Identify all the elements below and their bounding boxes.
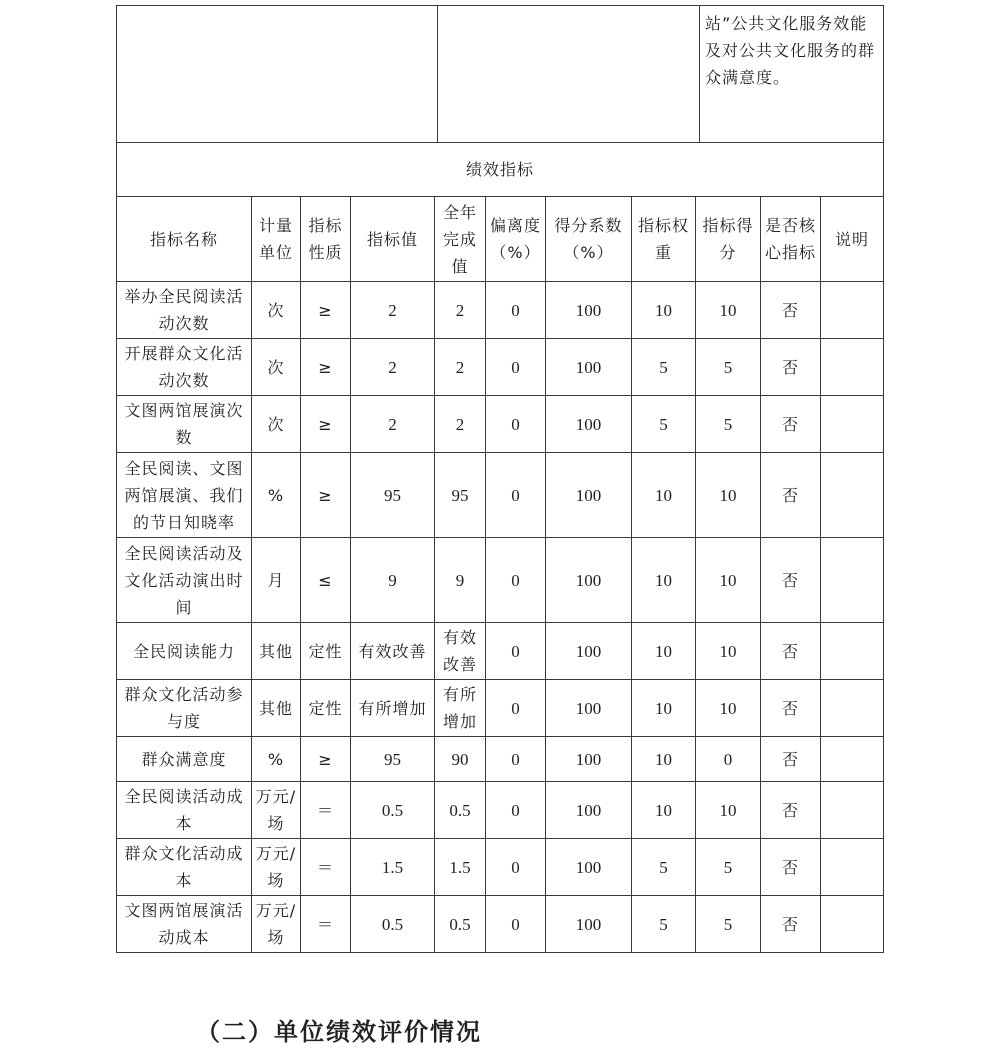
target-value-cell: 95 — [351, 453, 435, 538]
coefficient-cell: 100 — [546, 680, 632, 737]
deviation-cell: 0 — [486, 453, 546, 538]
nature-cell: ≥ — [301, 339, 351, 396]
target-value-cell: 2 — [351, 282, 435, 339]
table-row — [117, 839, 884, 896]
weight-cell: 10 — [632, 538, 696, 623]
completed-value-cell: 0.5 — [435, 782, 486, 839]
score-cell: 10 — [696, 282, 761, 339]
weight-cell: 10 — [632, 737, 696, 782]
weight-cell: 10 — [632, 623, 696, 680]
header-target-value: 指标值 — [351, 197, 435, 282]
score-cell: 5 — [696, 896, 761, 953]
nature-cell: ≥ — [301, 737, 351, 782]
table-row — [117, 396, 884, 453]
completed-value-cell: 0.5 — [435, 896, 486, 953]
table-row — [117, 339, 884, 396]
target-value-cell: 有效改善 — [351, 623, 435, 680]
score-cell: 10 — [696, 453, 761, 538]
note-cell — [821, 896, 884, 953]
unit-cell: 月 — [252, 538, 301, 623]
header-deviation: 偏离度（%） — [486, 197, 546, 282]
core-indicator-cell: 否 — [761, 623, 821, 680]
indicator-name-cell: 全民阅读活动成本 — [117, 782, 252, 839]
target-value-cell: 0.5 — [351, 782, 435, 839]
header-score: 指标得分 — [696, 197, 761, 282]
table-row — [117, 538, 884, 623]
table-row — [117, 282, 884, 339]
unit-cell: % — [252, 737, 301, 782]
completed-value-cell: 95 — [435, 453, 486, 538]
target-value-cell: 2 — [351, 339, 435, 396]
coefficient-cell: 100 — [546, 282, 632, 339]
nature-cell: ＝ — [301, 782, 351, 839]
nature-cell: ＝ — [301, 839, 351, 896]
performance-indicator-table — [116, 142, 884, 953]
deviation-cell: 0 — [486, 623, 546, 680]
coefficient-cell: 100 — [546, 896, 632, 953]
unit-cell: 其他 — [252, 623, 301, 680]
weight-cell: 5 — [632, 396, 696, 453]
header-weight: 指标权重 — [632, 197, 696, 282]
unit-cell: 其他 — [252, 680, 301, 737]
coefficient-cell: 100 — [546, 782, 632, 839]
indicator-name-cell: 群众文化活动成本 — [117, 839, 252, 896]
nature-cell: ≥ — [301, 396, 351, 453]
section-heading: （二）单位绩效评价情况 — [196, 1017, 482, 1046]
note-cell — [821, 396, 884, 453]
note-cell — [821, 782, 884, 839]
unit-cell: 万元/场 — [252, 896, 301, 953]
note-cell — [821, 737, 884, 782]
target-value-cell: 0.5 — [351, 896, 435, 953]
target-value-cell: 95 — [351, 737, 435, 782]
nature-cell: 定性 — [301, 623, 351, 680]
note-cell — [821, 680, 884, 737]
completed-value-cell: 2 — [435, 396, 486, 453]
indicator-name-cell: 群众文化活动参与度 — [117, 680, 252, 737]
header-row — [117, 197, 884, 282]
deviation-cell: 0 — [486, 282, 546, 339]
performance-banner: 绩效指标 — [117, 143, 884, 197]
unit-cell: 次 — [252, 396, 301, 453]
deviation-cell: 0 — [486, 538, 546, 623]
completed-value-cell: 2 — [435, 339, 486, 396]
deviation-cell: 0 — [486, 339, 546, 396]
weight-cell: 10 — [632, 680, 696, 737]
note-cell — [821, 623, 884, 680]
core-indicator-cell: 否 — [761, 896, 821, 953]
weight-cell: 5 — [632, 896, 696, 953]
unit-cell: 次 — [252, 282, 301, 339]
deviation-cell: 0 — [486, 737, 546, 782]
header-completed-value: 全年完成值 — [435, 197, 486, 282]
coefficient-cell: 100 — [546, 339, 632, 396]
score-cell: 10 — [696, 623, 761, 680]
unit-cell: % — [252, 453, 301, 538]
target-value-cell: 2 — [351, 396, 435, 453]
header-note: 说明 — [821, 197, 884, 282]
note-cell — [821, 453, 884, 538]
indicator-name-cell: 文图两馆展演次数 — [117, 396, 252, 453]
nature-cell: ≤ — [301, 538, 351, 623]
target-value-cell: 有所增加 — [351, 680, 435, 737]
nature-cell: ＝ — [301, 896, 351, 953]
coefficient-cell: 100 — [546, 737, 632, 782]
completed-value-cell: 90 — [435, 737, 486, 782]
completed-value-cell: 有所增加 — [435, 680, 486, 737]
nature-cell: ≥ — [301, 453, 351, 538]
coefficient-cell: 100 — [546, 453, 632, 538]
target-value-cell: 1.5 — [351, 839, 435, 896]
header-coefficient: 得分系数（%） — [546, 197, 632, 282]
target-value-cell: 9 — [351, 538, 435, 623]
weight-cell: 5 — [632, 339, 696, 396]
table-row — [117, 737, 884, 782]
table-row — [117, 623, 884, 680]
banner-row — [117, 143, 884, 197]
weight-cell: 10 — [632, 453, 696, 538]
deviation-cell: 0 — [486, 896, 546, 953]
table-row — [117, 453, 884, 538]
indicator-name-cell: 举办全民阅读活动次数 — [117, 282, 252, 339]
core-indicator-cell: 否 — [761, 282, 821, 339]
completed-value-cell: 9 — [435, 538, 486, 623]
coefficient-cell: 100 — [546, 538, 632, 623]
target-empty-cell-2 — [438, 6, 700, 143]
indicator-name-cell: 全民阅读能力 — [117, 623, 252, 680]
header-nature: 指标性质 — [301, 197, 351, 282]
score-cell: 10 — [696, 782, 761, 839]
table-row — [117, 782, 884, 839]
unit-cell: 万元/场 — [252, 839, 301, 896]
nature-cell: 定性 — [301, 680, 351, 737]
score-cell: 10 — [696, 538, 761, 623]
core-indicator-cell: 否 — [761, 538, 821, 623]
weight-cell: 5 — [632, 839, 696, 896]
coefficient-cell: 100 — [546, 839, 632, 896]
indicator-name-cell: 全民阅读活动及文化活动演出时间 — [117, 538, 252, 623]
deviation-cell: 0 — [486, 839, 546, 896]
indicator-name-cell: 文图两馆展演活动成本 — [117, 896, 252, 953]
deviation-cell: 0 — [486, 782, 546, 839]
completed-value-cell: 1.5 — [435, 839, 486, 896]
deviation-cell: 0 — [486, 680, 546, 737]
completed-value-cell: 有效改善 — [435, 623, 486, 680]
indicator-name-cell: 开展群众文化活动次数 — [117, 339, 252, 396]
core-indicator-cell: 否 — [761, 737, 821, 782]
coefficient-cell: 100 — [546, 396, 632, 453]
note-cell — [821, 538, 884, 623]
score-cell: 10 — [696, 680, 761, 737]
score-cell: 5 — [696, 396, 761, 453]
core-indicator-cell: 否 — [761, 839, 821, 896]
target-description-cell: 站”公共文化服务效能及对公共文化服务的群众满意度。 — [700, 6, 884, 143]
note-cell — [821, 282, 884, 339]
score-cell: 0 — [696, 737, 761, 782]
target-empty-cell-1 — [117, 6, 438, 143]
unit-cell: 万元/场 — [252, 782, 301, 839]
weight-cell: 10 — [632, 782, 696, 839]
core-indicator-cell: 否 — [761, 453, 821, 538]
nature-cell: ≥ — [301, 282, 351, 339]
score-cell: 5 — [696, 839, 761, 896]
table-row — [117, 896, 884, 953]
header-indicator-name: 指标名称 — [117, 197, 252, 282]
note-cell — [821, 839, 884, 896]
score-cell: 5 — [696, 339, 761, 396]
indicator-name-cell: 群众满意度 — [117, 737, 252, 782]
unit-cell: 次 — [252, 339, 301, 396]
table-row — [117, 680, 884, 737]
coefficient-cell: 100 — [546, 623, 632, 680]
weight-cell: 10 — [632, 282, 696, 339]
completed-value-cell: 2 — [435, 282, 486, 339]
target-continuation-row — [117, 6, 884, 143]
deviation-cell: 0 — [486, 396, 546, 453]
core-indicator-cell: 否 — [761, 339, 821, 396]
target-continuation-table — [116, 5, 884, 143]
core-indicator-cell: 否 — [761, 680, 821, 737]
core-indicator-cell: 否 — [761, 396, 821, 453]
indicator-name-cell: 全民阅读、文图两馆展演、我们的节日知晓率 — [117, 453, 252, 538]
note-cell — [821, 339, 884, 396]
header-core-indicator: 是否核心指标 — [761, 197, 821, 282]
core-indicator-cell: 否 — [761, 782, 821, 839]
header-unit: 计量单位 — [252, 197, 301, 282]
